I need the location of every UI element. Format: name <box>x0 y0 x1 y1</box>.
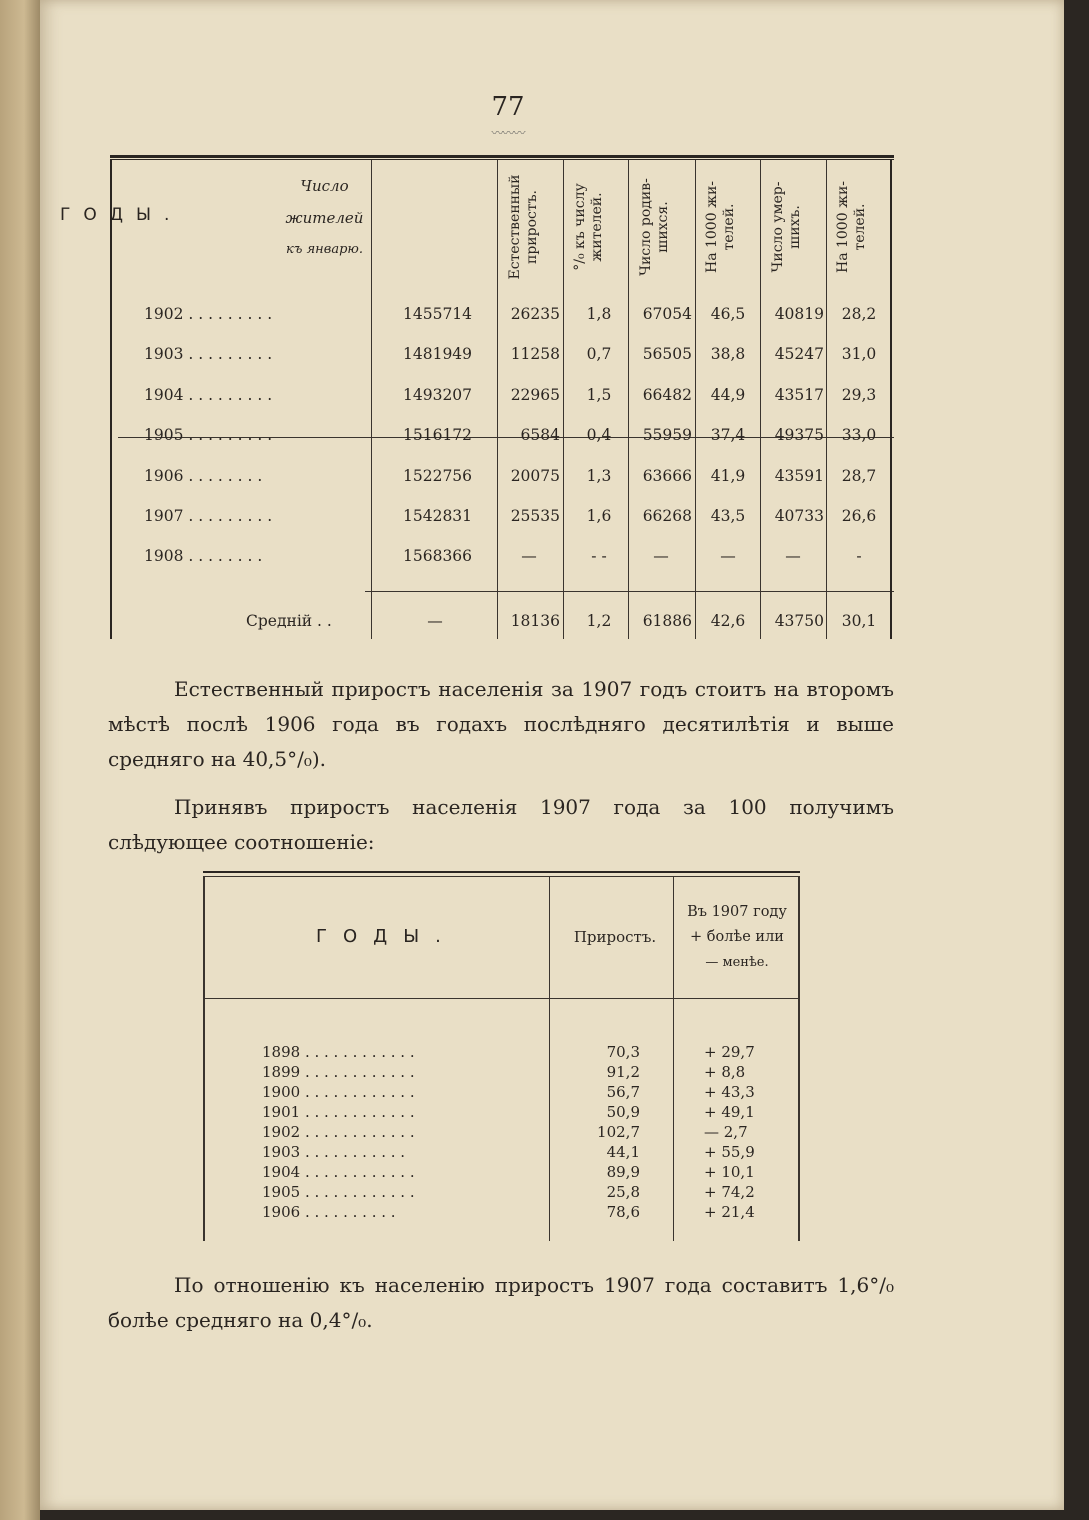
table2-row-growth: 78,6 <box>606 1203 640 1221</box>
row-births: 55959 <box>642 426 692 444</box>
row-growth: 25535 <box>510 507 560 525</box>
row-births-per-1000: — <box>720 547 736 565</box>
average-deaths: 43750 <box>774 612 824 630</box>
table2-column-divider <box>673 876 674 1241</box>
table2-left-edge <box>203 876 205 1241</box>
row-pct: - - <box>591 547 607 565</box>
row-births: 56505 <box>642 345 692 363</box>
row-pct: 1,5 <box>586 386 612 404</box>
average-population: — <box>427 612 443 630</box>
table2-row-year: 1898 . . . . . . . . . . . . <box>262 1043 415 1061</box>
table2-row-relative: — 2,7 <box>704 1123 748 1141</box>
table2-row-relative: + 29,7 <box>704 1043 755 1061</box>
row-deaths-per-1000: 31,0 <box>841 345 877 363</box>
row-population: 1493207 <box>403 386 473 404</box>
row-year: 1907 . . . . . . . . . <box>144 507 273 525</box>
column-divider <box>760 160 761 639</box>
table2-row-year: 1906 . . . . . . . . . . <box>262 1203 396 1221</box>
page-number-ornament: 〰〰〰 <box>491 126 525 140</box>
row-births: 66482 <box>642 386 692 404</box>
table2-header-relative <box>676 900 798 975</box>
table2-row-growth: 25,8 <box>606 1183 640 1201</box>
table2-row-year: 1905 . . . . . . . . . . . . <box>262 1183 415 1201</box>
row-deaths-per-1000: 33,0 <box>841 426 877 444</box>
table2-row-relative: + 10,1 <box>704 1163 755 1181</box>
row-deaths: 43517 <box>774 386 824 404</box>
table2-row-relative: + 49,1 <box>704 1103 755 1121</box>
row-population: 1481949 <box>403 345 473 363</box>
paragraph-3: По отношенiю къ населенiю приростъ 1907 года составитъ 1,6°/₀ болѣе средняго на 0,4°/₀. <box>108 1273 894 1332</box>
row-year: 1904 . . . . . . . . . <box>144 386 273 404</box>
row-year: 1902 . . . . . . . . . <box>144 305 273 323</box>
table2-header-relative-line: + болѣе или <box>690 929 784 945</box>
row-growth: 22965 <box>510 386 560 404</box>
row-year: 1908 . . . . . . . . <box>144 547 263 565</box>
header-births-per-1000: На 1000 жи- телей. <box>704 180 737 274</box>
row-growth: — <box>521 547 537 565</box>
table2-row-relative: + 21,4 <box>704 1203 755 1221</box>
header-population-line: Число <box>300 177 349 195</box>
row-births-per-1000: 44,9 <box>710 386 746 404</box>
row-deaths: 40733 <box>774 507 824 525</box>
row-deaths-per-1000: 28,2 <box>841 305 877 323</box>
row-deaths: 49375 <box>774 426 824 444</box>
table-top-rule <box>110 155 894 160</box>
table2-row-relative: + 55,9 <box>704 1143 755 1161</box>
table2-row-growth: 70,3 <box>606 1043 640 1061</box>
header-population-line: къ январю. <box>286 242 363 257</box>
row-pct: 0,4 <box>586 426 612 444</box>
row-births-per-1000: 41,9 <box>710 467 746 485</box>
row-births-per-1000: 37,4 <box>710 426 746 444</box>
row-deaths: 43591 <box>774 467 824 485</box>
row-births-per-1000: 38,8 <box>710 345 746 363</box>
table2-row-year: 1902 . . . . . . . . . . . . <box>262 1123 415 1141</box>
row-births: 66268 <box>642 507 692 525</box>
average-births: 61886 <box>642 612 692 630</box>
row-deaths-per-1000: 28,7 <box>841 467 877 485</box>
header-natural-growth: Естественный приростъ. <box>507 174 540 280</box>
table2-row-relative: + 43,3 <box>704 1083 755 1101</box>
row-deaths: 45247 <box>774 345 824 363</box>
row-deaths-per-1000: 26,6 <box>841 507 877 525</box>
column-divider <box>695 160 696 639</box>
row-deaths-per-1000: - <box>856 547 862 565</box>
table2-row-growth: 56,7 <box>606 1083 640 1101</box>
table-right-edge <box>890 160 892 639</box>
page-number: 77 <box>491 92 525 122</box>
header-deaths: Число умер- шихъ. <box>770 181 803 273</box>
average-label: Среднiй . . <box>246 612 332 630</box>
row-year: 1903 . . . . . . . . . <box>144 345 273 363</box>
table2-top-rule <box>203 871 800 873</box>
row-year: 1905 . . . . . . . . . <box>144 426 273 444</box>
table2-header-years: ГОДЫ. <box>316 926 457 947</box>
table2-row-year: 1899 . . . . . . . . . . . . <box>262 1063 415 1081</box>
table2-row-growth: 102,7 <box>597 1123 640 1141</box>
column-divider <box>628 160 629 639</box>
row-births: — <box>653 547 669 565</box>
row-births: 63666 <box>642 467 692 485</box>
row-population: 1516172 <box>403 426 473 444</box>
row-population: 1522756 <box>403 467 473 485</box>
average-deaths-per-1000: 30,1 <box>841 612 877 630</box>
row-growth: 11258 <box>510 345 560 363</box>
row-pct: 1,6 <box>586 507 612 525</box>
header-population <box>262 170 387 266</box>
row-pct: 1,3 <box>586 467 612 485</box>
header-deaths-per-1000: На 1000 жи- телей. <box>835 180 868 274</box>
row-population: 1568366 <box>403 547 473 565</box>
table2-header-growth: Приростъ. <box>573 928 657 946</box>
table2-top-rule-thin <box>203 876 800 877</box>
row-births-per-1000: 46,5 <box>710 305 746 323</box>
row-growth: 6584 <box>520 426 560 444</box>
table2-row-relative: + 74,2 <box>704 1183 755 1201</box>
table2-row-growth: 44,1 <box>606 1143 640 1161</box>
table2-right-edge <box>798 876 800 1241</box>
header-births: Число родив- шихся. <box>638 178 671 276</box>
average-births-per-1000: 42,6 <box>710 612 746 630</box>
table2-row-growth: 91,2 <box>606 1063 640 1081</box>
header-pct-population: °/₀ къ числу жителей. <box>572 183 605 271</box>
header-years: ГОДЫ. <box>60 205 183 225</box>
row-deaths: 40819 <box>774 305 824 323</box>
row-growth: 26235 <box>510 305 560 323</box>
table2-header-relative-line: — менѣе. <box>705 955 769 970</box>
header-population-line: жителей <box>285 209 364 227</box>
row-deaths: — <box>785 547 801 565</box>
row-growth: 20075 <box>510 467 560 485</box>
column-divider <box>563 160 564 639</box>
paragraph-2: Принявъ приростъ населенiя 1907 года за 100 получимъ слѣдующее соотношенiе: <box>108 795 894 854</box>
table2-row-growth: 89,9 <box>606 1163 640 1181</box>
row-population: 1455714 <box>403 305 473 323</box>
table2-row-year: 1904 . . . . . . . . . . . . <box>262 1163 415 1181</box>
table2-header-divider <box>205 998 798 999</box>
row-births-per-1000: 43,5 <box>710 507 746 525</box>
table2-row-year: 1903 . . . . . . . . . . . <box>262 1143 406 1161</box>
column-divider <box>826 160 827 639</box>
table2-column-divider <box>549 876 550 1241</box>
row-pct: 0,7 <box>586 345 612 363</box>
table2-header-relative-line: Въ 1907 году <box>687 904 787 920</box>
table2-row-relative: + 8,8 <box>704 1063 746 1081</box>
table2-row-year: 1900 . . . . . . . . . . . . <box>262 1083 415 1101</box>
paragraph-1: Естественный приростъ населенiя за 1907 годъ стоитъ на второмъ мѣстѣ послѣ 1906 года въ годахъ послѣдняго десятилѣтiя и выше средняго на 40,5°/₀). <box>108 677 894 771</box>
average-growth: 18136 <box>510 612 560 630</box>
row-population: 1542831 <box>403 507 473 525</box>
adjacent-page-edge <box>0 0 40 1520</box>
row-pct: 1,8 <box>586 305 612 323</box>
row-deaths-per-1000: 29,3 <box>841 386 877 404</box>
row-year: 1906 . . . . . . . . <box>144 467 263 485</box>
average-divider <box>365 591 894 592</box>
table2-row-year: 1901 . . . . . . . . . . . . <box>262 1103 415 1121</box>
table-left-edge <box>110 160 112 639</box>
table2-row-growth: 50,9 <box>606 1103 640 1121</box>
average-pct: 1,2 <box>586 612 612 630</box>
row-births: 67054 <box>642 305 692 323</box>
